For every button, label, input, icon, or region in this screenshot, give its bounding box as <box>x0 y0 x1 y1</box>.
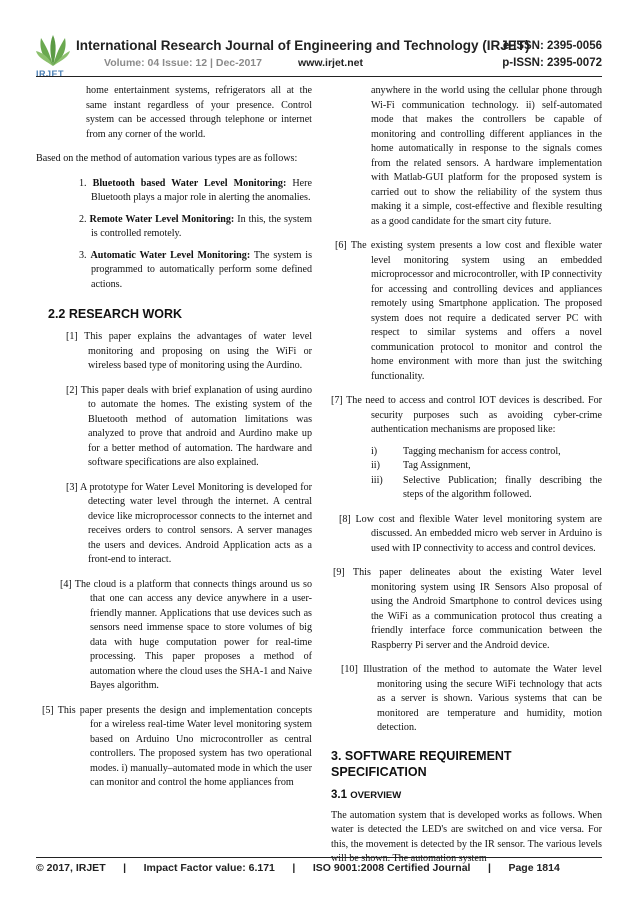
reference-item-2: [2] This paper deals with brief explanation of using aurdino to automate the homes. The existing system of the Bluetooth method of automation limitations was analyzed to prove that android and Aurdino make up for a better method of automation. The hardware and software specifications are also explained. <box>66 384 312 468</box>
iso-certification: ISO 9001:2008 Certified Journal <box>312 862 471 874</box>
page-footer: © 2017, IRJET | Impact Factor value: 6.171 | ISO 9001:2008 Certified Journal | Page 1814 <box>36 862 560 874</box>
impact-factor: Impact Factor value: 6.171 <box>143 862 275 874</box>
reference-item-5: [5] This paper presents the design and implementation concepts for a wireless real-time Water level monitoring system based on Arduino Uno microcontroller as central controllers. The proposed system has two operational modes. i) manually–automated mode in which the user can monitor and control the home appliances from <box>42 704 312 788</box>
section-title-software-requirements: 3. SOFTWARE REQUIREMENT SPECIFICATION <box>331 748 512 779</box>
overview-paragraph: The automation system that is developed works as follows. When water is detected the LED's are switched on and vice versa. For this, the movement is detected by the IR sensor. The various levels will be shown. The automation system <box>331 809 602 864</box>
intro-continuation: home entertainment systems, refrigerators all at the same instant regardless of your presence. Control system can be accessed through telephone or internet from any corner of the world. <box>86 85 312 140</box>
irjet-logo-icon <box>36 34 70 68</box>
list-item: ii) Tag Assignment, <box>371 460 471 471</box>
logo-text: IRJET <box>36 69 65 79</box>
page-number: Page 1814 <box>508 862 560 874</box>
list-item: iii) Selective Publication; finally describing the steps of the algorithm followed. <box>371 474 602 500</box>
reference-item-1: [1] This paper explains the advantages of water level monitoring and proposing on using the WiFi or wireless based type of monitoring using the Aurdino. <box>66 331 312 371</box>
reference-item-7: [7] The need to access and control IOT devices is described. For security purposes such as avoiding cyber-crime authentication mechanisms are proposed like: <box>331 395 602 435</box>
reference-item-9: [9] This paper delineates about the existing Water level monitoring system using IR Sensors Also proposal of using the Android Smartphone to control devices using the WiFi as a communication protocol thus creating a friendly interface force communication between the Raspberry Pi server and the Android device. <box>333 567 602 651</box>
type-item-1: 1. Bluetooth based Water Level Monitoring: Here Bluetooth plays a major role in alerting the anomalies. <box>79 177 312 203</box>
reference-item-10: [10] Illustration of the method to automate the Water level monitoring using the secure WiFi technology that acts as a server is shown. Various systems that can be monitored are temperature and humidity, motion detection. <box>341 664 602 733</box>
list-item: i) Tagging mechanism for access control, <box>371 445 561 457</box>
reference-item-6: [6] The existing system presents a low cost and flexible water level monitoring system using an embedded microprocessor and microcontroller, with IP connectivity for accessing and controlling devices and appliances remotely using Smartphone application. The proposed system does not require a dedicated server PC with respect to similar systems and offers a novel communication protocol to monitor and control the home environment with more than just the switching functionality. <box>335 240 602 382</box>
website-link[interactable]: www.irjet.net <box>298 57 363 69</box>
copyright: © 2017, IRJET <box>36 862 106 874</box>
type-item-3: 3. Automatic Water Level Monitoring: The system is programmed to automatically perform some defined actions. <box>79 249 313 290</box>
section-title-research-work: 2.2 RESEARCH WORK <box>48 307 183 321</box>
type-title: Automatic Water Level Monitoring: <box>90 249 251 261</box>
type-title: Bluetooth based Water Level Monitoring: <box>92 177 287 189</box>
reference-7-list <box>371 445 602 503</box>
based-on-paragraph: Based on the method of automation various types are as follows: <box>36 153 298 164</box>
type-item-2: 2. Remote Water Level Monitoring: In this, the system is controlled remotely. <box>79 213 312 239</box>
e-issn: e-ISSN: 2395-0056 <box>502 40 602 52</box>
reference-item-3: [3] A prototype for Water Level Monitoring is developed for detecting water level through the internet. A central device like microprocessor connects to the internet and receives orders to control sensors. A server manages the users and devices. Android Application acts as a front-end to interact. <box>66 481 312 565</box>
volume-info: Volume: 04 Issue: 12 | Dec-2017 <box>104 57 262 69</box>
reference-item-4: [4] The cloud is a platform that connects things around us so that one can access any device anywhere in a user-friendly manner. Applications that use devices such as sensors need immense space to store volumes of big data with huge computation power for real-time processing. This paper proposes a method of automation where the cloud uses the SHA-1 and Naive Bayes algorithm. <box>60 578 313 691</box>
journal-title: International Research Journal of Engineering and Technology (IRJET) <box>76 38 530 53</box>
page-header <box>0 0 638 80</box>
reference-5-continuation: anywhere in the world using the cellular phone through Wi-Fi communication technology. ii) self-automated mode that makes the controllers be capable of monitoring and controlling different appliances in the home automatically in response to the signals comes from the related sensors. A hardware implementation with Matlab-GUI platform for the proposed system is carried out to show the reliability of the system thus making it a simple, cost-effective and flexible resulting as a good candidate for the smart city future. <box>371 85 602 227</box>
reference-item-8: [8] Low cost and flexible Water level monitoring system are discussed. An embedded micro web server in Arduino is used with IP connectivity to access and control devices. <box>339 513 602 554</box>
right-column <box>331 84 602 867</box>
header-divider <box>36 76 602 77</box>
left-column <box>36 84 312 791</box>
subsection-title-overview: 3.1 OVERVIEW <box>331 788 402 801</box>
p-issn: p-ISSN: 2395-0072 <box>502 57 602 69</box>
type-title: Remote Water Level Monitoring: <box>89 213 235 225</box>
footer-divider <box>36 857 602 858</box>
